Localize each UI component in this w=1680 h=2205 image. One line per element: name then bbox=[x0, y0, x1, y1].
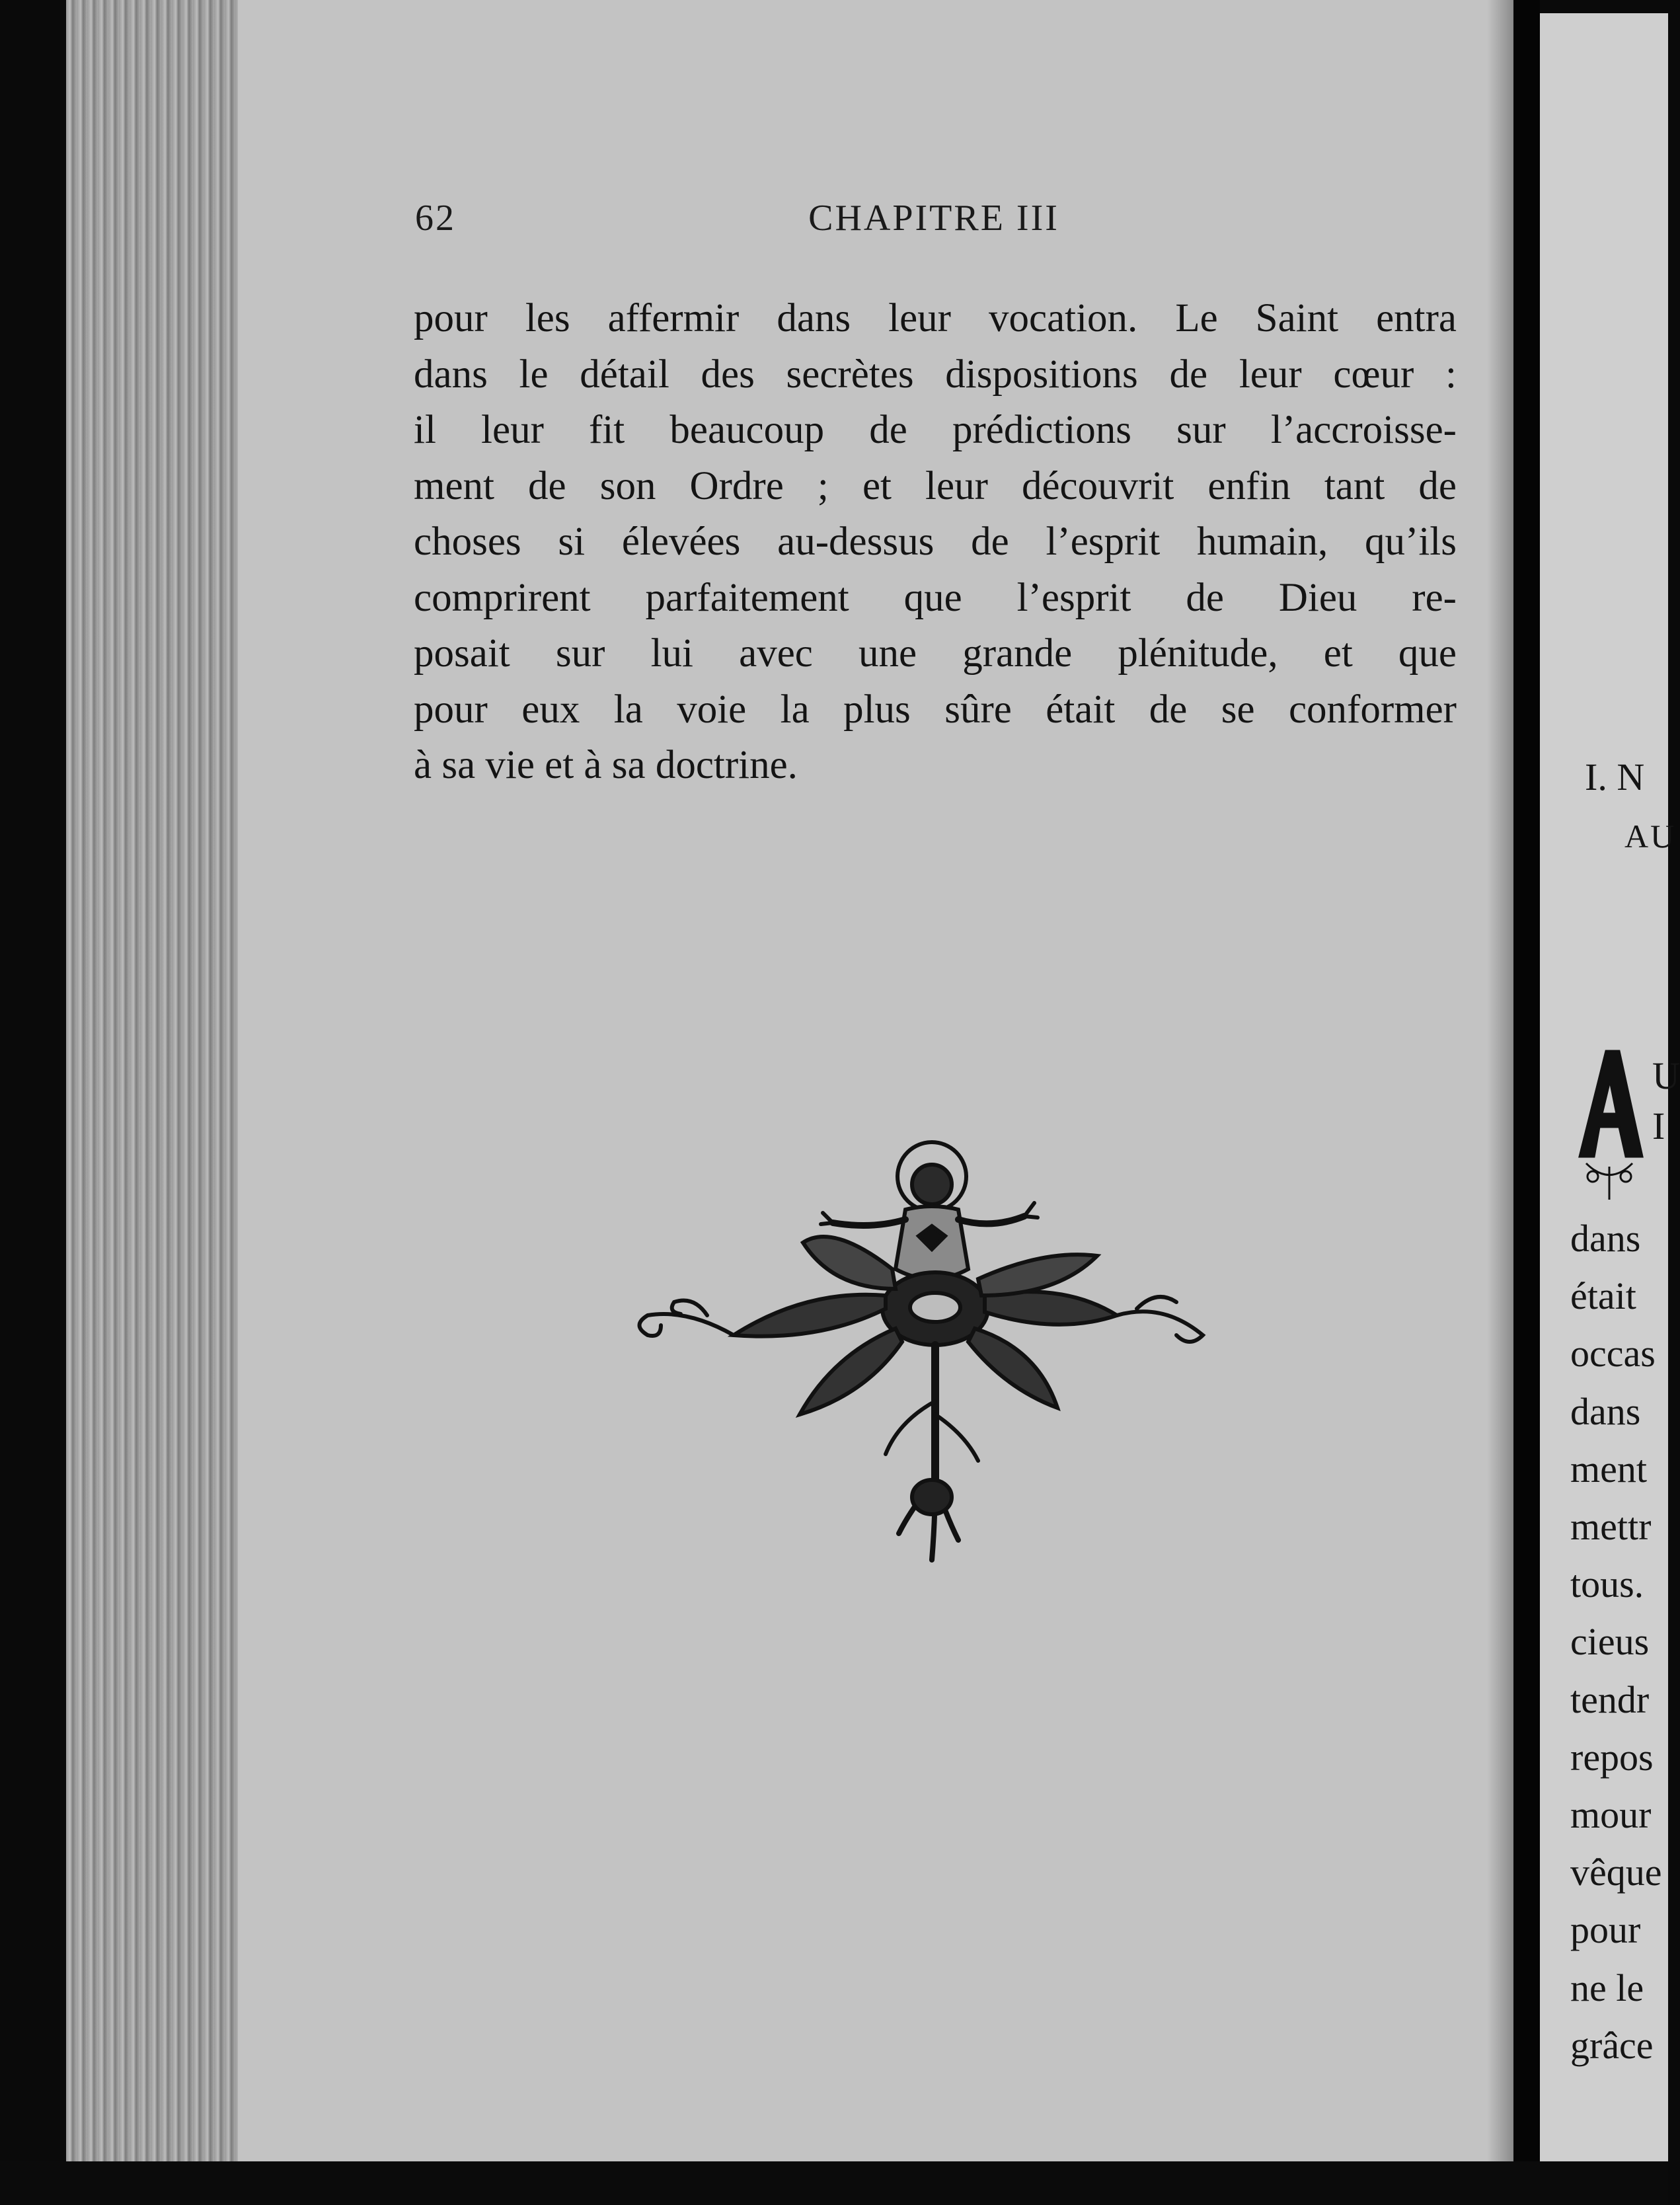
dropcap-line: U bbox=[1652, 1054, 1680, 1097]
scan-border bbox=[0, 2161, 1668, 2205]
text-line: à sa vie et à sa doctrine. bbox=[414, 743, 798, 787]
text-line: mettr bbox=[1570, 1505, 1652, 1549]
text-line: pour bbox=[1570, 1908, 1641, 1952]
text-line: il leur fit beaucoup de prédictions sur l’accroisse- bbox=[414, 408, 1457, 452]
text-line: comprirent parfaitement que l’esprit de Dieu re- bbox=[414, 575, 1457, 620]
text-line: tous. bbox=[1570, 1563, 1644, 1606]
dropcap-line: I bbox=[1652, 1104, 1665, 1147]
page-number: 62 bbox=[415, 198, 456, 239]
text-line: posait sur lui avec une grande plénitude, et que bbox=[414, 631, 1457, 676]
text-line: dans le détail des secrètes dispositions de leur cœur : bbox=[414, 352, 1457, 397]
text-line: pour eux la voie la plus sûre était de se conformer bbox=[414, 687, 1457, 732]
text-line: vêque bbox=[1570, 1851, 1662, 1894]
text-line: tendr bbox=[1570, 1678, 1650, 1721]
right-page-text bbox=[1570, 1210, 1662, 2074]
text-line: ment bbox=[1570, 1447, 1647, 1490]
ornamental-dropcap-icon bbox=[1573, 1044, 1646, 1203]
text-line: était bbox=[1570, 1274, 1636, 1318]
right-page-subheading: AU bbox=[1624, 818, 1677, 855]
running-head bbox=[415, 197, 1453, 250]
text-line: ne le bbox=[1570, 1966, 1644, 2009]
text-line: pour les affermir dans leur vocation. Le Saint entra bbox=[414, 296, 1457, 340]
infant-jesus-on-flower-ornament-icon bbox=[634, 1137, 1216, 1586]
text-line: dans bbox=[1570, 1389, 1641, 1433]
text-line: choses si élevées au-dessus de l’esprit humain, qu’ils bbox=[414, 520, 1457, 564]
chapter-title: CHAPITRE III bbox=[808, 198, 1059, 239]
body-text bbox=[414, 291, 1457, 794]
text-line: cieus bbox=[1570, 1620, 1650, 1664]
text-line: ment de son Ordre ; et leur découvrit enfin tant de bbox=[414, 463, 1457, 508]
right-page-heading: I. N bbox=[1585, 755, 1645, 798]
text-line: grâce bbox=[1570, 2023, 1654, 2067]
book-gutter bbox=[1513, 0, 1540, 2205]
text-line: mour bbox=[1570, 1793, 1652, 1837]
text-line: repos bbox=[1570, 1735, 1654, 1779]
text-line: dans bbox=[1570, 1217, 1641, 1260]
text-line: occas bbox=[1570, 1332, 1656, 1375]
page-edges bbox=[66, 0, 238, 2161]
